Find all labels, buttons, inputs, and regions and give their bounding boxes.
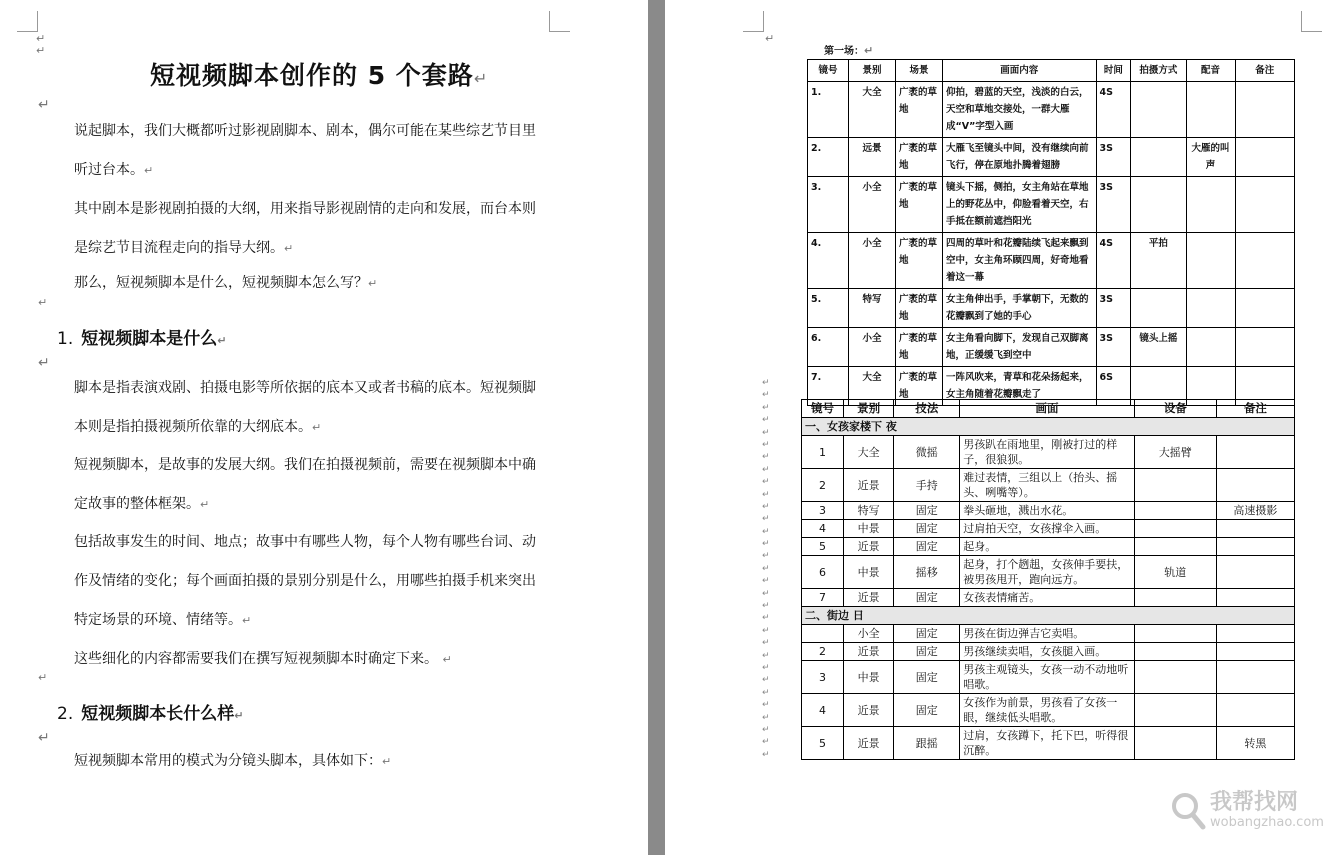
body-paragraph [44,446,536,524]
table-cell: 中景 [844,661,894,694]
paragraph-mark: ↵ [762,539,770,550]
paragraph-mark: ↵ [762,675,770,686]
table-cell: 中景 [844,556,894,589]
table-cell: 起身。 [960,538,1134,556]
table-cell: 过肩，女孩蹲下，托下巴，听得很沉醉。 [960,727,1134,760]
paragraph-mark: ↵ [762,526,770,537]
table-cell [1216,643,1294,661]
column-header: 画面 [960,400,1134,418]
paragraph-mark: ↵ [762,439,770,450]
table-cell: 小全 [844,625,894,643]
table-row [802,502,1295,520]
body-paragraph [44,112,536,190]
table-cell: 四周的草叶和花瓣陆续飞起来飘到空中，女主角环顾四周，好奇地看着这一幕 [943,233,1096,289]
column-header: 镜号 [802,400,844,418]
column-header: 镜号 [808,60,849,82]
table-row [808,233,1295,289]
table-cell: 跟摇 [894,727,960,760]
table-cell: 近景 [844,538,894,556]
table-row [808,177,1295,233]
paragraph-text: 其中剧本是影视剧拍摄的大纲，用来指导影视剧情的走向和发展，而台本则是综艺节目流程走向的指导大纲。 [74,201,536,256]
body-paragraph [44,742,536,781]
table-cell [1134,643,1216,661]
table-cell: 3S [1096,138,1131,177]
table-cell: 广袤的草地 [895,289,942,328]
table-cell: 轨道 [1134,556,1216,589]
paragraph-mark: ↵ [38,97,50,113]
paragraph-mark: ↵ [38,671,48,684]
paragraph-mark: ↵ [762,378,770,388]
magnifier-icon [1170,791,1206,831]
column-header: 配音 [1186,60,1235,82]
paragraph-mark: ↵ [762,477,770,488]
table-cell [1131,82,1186,138]
table-cell: 广袤的草地 [895,177,942,233]
scene-caption [824,42,873,57]
paragraph-text: 短视频脚本，是故事的发展大纲。我们在拍摄视频前，需要在视频脚本中确定故事的整体框架。 [74,457,536,512]
table-cell [1216,694,1294,727]
table-cell: 过肩拍天空，女孩撑伞入画。 [960,520,1134,538]
table-cell [1186,328,1235,367]
table-cell [802,625,844,643]
table-cell: 固定 [894,502,960,520]
table-row [802,538,1295,556]
table-cell [1216,661,1294,694]
table-cell: 6. [808,328,849,367]
paragraph-mark: ↵ [762,402,770,413]
table-cell: 女主角看向脚下，发现自己双脚离地，正缓缓飞到空中 [943,328,1096,367]
paragraph-text: 那么，短视频脚本是什么，短视频脚本怎么写？ [74,275,368,291]
table-cell [1186,233,1235,289]
column-header: 场景 [895,60,942,82]
table-cell: 3. [808,177,849,233]
paragraph-mark: ↵ [864,44,874,57]
table-cell [1216,469,1294,502]
table-row [802,469,1295,502]
watermark-text: 我帮找网 [1210,790,1299,815]
table-cell: 2 [802,643,844,661]
paragraph-mark: ↵ [234,709,244,722]
table-row [802,436,1295,469]
table-row [802,694,1295,727]
watermark-url: wobangzhao.com [1210,815,1324,830]
table-row [802,520,1295,538]
paragraph-mark: ↵ [762,724,770,735]
table-row [802,625,1295,643]
table-cell: 近景 [844,589,894,607]
table-cell: 大全 [848,82,895,138]
table-cell: 男孩继续卖唱，女孩腿入画。 [960,643,1134,661]
document-page-left [0,0,648,855]
table-cell: 中景 [844,520,894,538]
section-row [802,607,1295,625]
table-row [808,82,1295,138]
table-cell: 3S [1096,328,1131,367]
body-paragraph [44,523,536,640]
table-cell: 女孩表情痛苦。 [960,589,1134,607]
table-cell: 起身，打个趔趄，女孩伸手要扶，被男孩甩开，跑向远方。 [960,556,1134,589]
table-row [802,589,1295,607]
table-cell: 4 [802,520,844,538]
table-row [802,556,1295,589]
shot-table [801,399,1295,760]
paragraph-mark: ↵ [762,551,770,562]
table-cell [1186,289,1235,328]
table-cell [1235,82,1294,138]
page-gutter [648,0,665,855]
table-cell: 广袤的草地 [895,82,942,138]
table-cell: 手持 [894,469,960,502]
table-row [808,289,1295,328]
table-cell: 固定 [894,661,960,694]
paragraph-mark: ↵ [36,44,46,57]
table-cell: 镜头下摇，侧拍，女主角站在草地上的野花丛中，仰脸看着天空，右手抵在额前遮挡阳光 [943,177,1096,233]
table-cell: 4. [808,233,849,289]
paragraph-mark: ↵ [762,576,770,587]
paragraph-mark: ↵ [762,452,770,463]
table-cell: 近景 [844,469,894,502]
table-cell [1186,82,1235,138]
paragraph-mark: ↵ [762,601,770,612]
scene-caption-text: 第一场： [824,46,864,57]
table-cell: 女孩作为前景，男孩看了女孩一眼，继续低头唱歌。 [960,694,1134,727]
table-cell: 大全 [844,436,894,469]
table-cell [1186,177,1235,233]
table-cell: 转黑 [1216,727,1294,760]
table-row [808,328,1295,367]
table-cell [1134,589,1216,607]
paragraph-mark: ↵ [762,650,770,661]
paragraph-mark: ↵ [762,687,770,698]
paragraph-mark: ↵ [762,563,770,574]
table-cell: 女主角伸出手，手掌朝下，无数的花瓣飘到了她的手心 [943,289,1096,328]
title-text: 短视频脚本创作的 5 个套路 [150,61,474,90]
table-cell [1131,177,1186,233]
column-header: 设备 [1134,400,1216,418]
margin-corner-top-left [17,11,38,32]
paragraph-text: 脚本是指表演戏剧、拍摄电影等所依据的底本又或者书稿的底本。短视频脚本则是指拍摄视频所依靠的大纲底本。 [74,380,536,435]
section-title: 二、街边 日 [802,607,1295,625]
table-cell [1216,589,1294,607]
heading-number: 1. [57,329,74,349]
paragraph-mark: ↵ [144,164,154,177]
paragraph-mark: ↵ [762,613,770,624]
watermark [1170,785,1324,845]
table-cell: 大全 [848,367,895,406]
table-cell: 微摇 [894,436,960,469]
table-cell: 镜头上摇 [1131,328,1186,367]
column-header: 时间 [1096,60,1131,82]
table-cell: 平拍 [1131,233,1186,289]
heading-text: 短视频脚本是什么 [81,329,218,349]
table-cell [1134,661,1216,694]
body-paragraph [44,640,536,679]
table-cell: 4S [1096,233,1131,289]
paragraph-mark: ↵ [762,427,770,438]
paragraph-mark: ↵ [762,588,770,599]
paragraph-mark: ↵ [762,712,770,723]
table-cell: 1 [802,436,844,469]
paragraph-mark: ↵ [368,277,378,290]
table-cell [1216,436,1294,469]
paragraph-mark: ↵ [200,498,210,511]
table-cell [1134,502,1216,520]
body-paragraph [44,264,536,303]
paragraph-mark: ↵ [762,749,770,760]
table-cell: 固定 [894,625,960,643]
table-cell: 广袤的草地 [895,328,942,367]
table-cell: 固定 [894,538,960,556]
table-cell: 固定 [894,520,960,538]
column-header: 拍摄方式 [1131,60,1186,82]
table-cell: 7. [808,367,849,406]
paragraph-marks-column [762,377,772,761]
paragraph-mark: ↵ [762,737,770,748]
table-cell: 近景 [844,727,894,760]
table-cell: 5 [802,727,844,760]
margin-corner-top-right [1301,11,1322,32]
table-cell [1235,328,1294,367]
table-cell: 广袤的草地 [895,138,942,177]
body-paragraph [44,190,536,268]
table-cell [1131,289,1186,328]
section-title: 一、女孩家楼下 夜 [802,418,1295,436]
table-cell [1134,538,1216,556]
paragraph-mark: ↵ [442,653,452,666]
paragraph-mark: ↵ [762,390,770,401]
table-cell: 3S [1096,177,1131,233]
table-cell [1216,538,1294,556]
table-cell: 近景 [844,643,894,661]
paragraph-mark: ↵ [38,296,48,309]
table-cell [1235,233,1294,289]
paragraph-mark: ↵ [36,32,46,45]
body-paragraph [44,369,536,447]
paragraph-mark: ↵ [762,415,770,426]
table-cell [1235,177,1294,233]
section-heading [57,324,226,349]
table-row [802,643,1295,661]
table-cell [1134,520,1216,538]
table-cell: 高速摄影 [1216,502,1294,520]
paragraph-mark: ↵ [762,662,770,673]
table-cell [1235,138,1294,177]
paragraph-mark: ↵ [242,614,252,627]
table-cell: 大雁飞至镜头中间，没有继续向前飞行，停在原地扑腾着翅膀 [943,138,1096,177]
table-cell: 固定 [894,694,960,727]
paragraph-mark: ↵ [762,625,770,636]
paragraph-mark: ↵ [217,334,227,347]
paragraph-mark: ↵ [38,355,50,371]
table-cell [1134,625,1216,643]
paragraph-mark: ↵ [762,700,770,711]
paragraph-text: 说起脚本，我们大概都听过影视剧脚本、剧本，偶尔可能在某些综艺节目里听过台本。 [74,123,536,178]
table-cell: 固定 [894,589,960,607]
table-cell: 大摇臂 [1134,436,1216,469]
paragraph-mark: ↵ [382,755,392,768]
table-cell: 特写 [844,502,894,520]
heading-number: 2. [57,704,74,724]
column-header: 景别 [844,400,894,418]
table-cell [1235,289,1294,328]
table-cell: 远景 [848,138,895,177]
column-header: 技法 [894,400,960,418]
margin-corner-top-left [743,11,764,32]
table-cell: 近景 [844,694,894,727]
table-cell [1216,520,1294,538]
scene-table [807,59,1295,406]
table-cell [1216,556,1294,589]
table-cell: 仰拍，碧蓝的天空，浅淡的白云，天空和草地交接处，一群大雁成“V”字型入画 [943,82,1096,138]
paragraph-text: 短视频脚本常用的模式为分镜头脚本，具体如下： [74,753,382,769]
table-cell: 小全 [848,233,895,289]
paragraph-text: 包括故事发生的时间、地点；故事中有哪些人物，每个人物有哪些台词、动作及情绪的变化；每个画面拍摄的景别分别是什么，用哪些拍摄手机来突出特定场景的环境、情绪等。 [74,534,536,628]
paragraph-mark: ↵ [762,638,770,649]
paragraph-mark: ↵ [38,730,50,746]
table-cell [1216,625,1294,643]
table-cell [1134,469,1216,502]
table-cell: 一阵风吹来，青草和花朵扬起来，女主角随着花瓣飘走了 [943,367,1096,406]
paragraph-mark: ↵ [762,514,770,525]
table-cell: 广袤的草地 [895,367,942,406]
table-cell: 3 [802,502,844,520]
table-cell: 广袤的草地 [895,233,942,289]
paragraph-mark: ↵ [762,501,770,512]
paragraph-mark: ↵ [765,32,775,45]
document-title [150,56,488,92]
paragraph-text: 这些细化的内容都需要我们在撰写短视频脚本时确定下来。 [74,651,438,667]
table-cell: 男孩主观镜头，女孩一动不动地听唱歌。 [960,661,1134,694]
table-cell [1134,727,1216,760]
table-cell: 大雁的叫声 [1186,138,1235,177]
table-cell: 3S [1096,289,1131,328]
heading-text: 短视频脚本长什么样 [81,704,235,724]
table-cell [1131,138,1186,177]
table-cell: 难过表情，三组以上（抬头、摇头、咧嘴等）。 [960,469,1134,502]
table-cell: 男孩在街边弹吉它卖唱。 [960,625,1134,643]
table-cell: 5 [802,538,844,556]
column-header: 备注 [1235,60,1294,82]
margin-corner-top-right [549,11,570,32]
table-cell: 小全 [848,328,895,367]
table-cell: 3 [802,661,844,694]
table-cell: 特写 [848,289,895,328]
section-row [802,418,1295,436]
table-cell: 6 [802,556,844,589]
section-heading [57,699,243,724]
table-cell: 7 [802,589,844,607]
paragraph-mark: ↵ [473,69,489,88]
table-cell: 2 [802,469,844,502]
table-cell: 固定 [894,643,960,661]
table-cell: 4S [1096,82,1131,138]
paragraph-mark: ↵ [762,489,770,500]
table-row [802,661,1295,694]
paragraph-mark: ↵ [284,242,294,255]
column-header: 备注 [1216,400,1294,418]
table-cell: 小全 [848,177,895,233]
table-cell: 1. [808,82,849,138]
table-header-row [808,60,1295,82]
table-cell: 6S [1096,367,1131,406]
table-cell [1134,694,1216,727]
table-cell: 4 [802,694,844,727]
table-cell: 摇移 [894,556,960,589]
paragraph-mark: ↵ [762,464,770,475]
table-header-row [802,400,1295,418]
table-cell: 拳头砸地，溅出水花。 [960,502,1134,520]
table-row [808,138,1295,177]
table-cell: 男孩趴在雨地里，刚被打过的样子，很狼狈。 [960,436,1134,469]
table-cell: 5. [808,289,849,328]
column-header: 景别 [848,60,895,82]
table-cell: 2. [808,138,849,177]
table-row [802,727,1295,760]
column-header: 画面内容 [943,60,1096,82]
paragraph-mark: ↵ [312,421,322,434]
